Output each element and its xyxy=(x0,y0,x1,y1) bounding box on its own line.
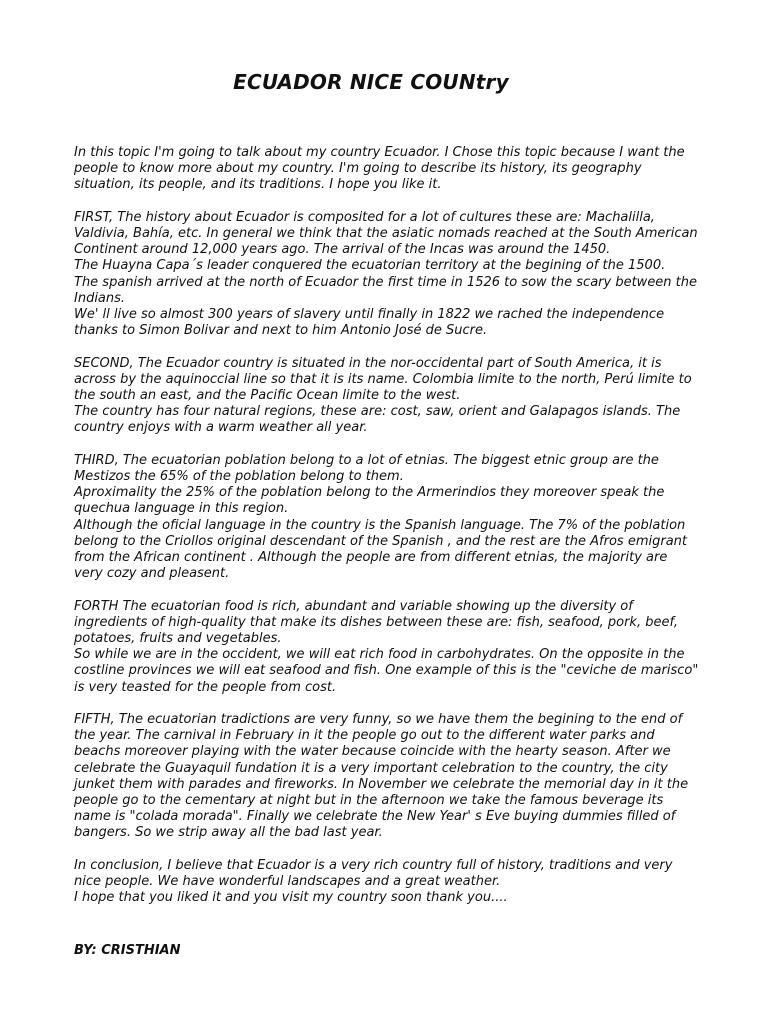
paragraph-line: In this topic I'm going to talk about my country Ecuador. I Chose this topic because I want the people to know more about my country. I'm going to describe its history, its geography situation, its people, and its traditions. I hope you like it. xyxy=(74,145,685,193)
document-body xyxy=(74,145,699,923)
paragraph xyxy=(74,145,699,194)
paragraph xyxy=(74,599,699,696)
author-signature: BY: CRISTHIAN xyxy=(74,943,181,958)
paragraph-line: THIRD, The ecuatorian poblation belong to a lot of etnias. The biggest etnic group are the Mestizos the 65% of the poblation belong to them. xyxy=(74,452,659,485)
paragraph-line: In conclusion, I believe that Ecuador is a very rich country full of history, traditions and very nice people. We have wonderful landscapes and a great weather. xyxy=(74,857,673,890)
paragraph xyxy=(74,712,699,842)
paragraph-line: We' ll live so almost 300 years of slavery until finally in 1822 we rached the independence thanks to Simon Bolivar and next to him Antonio José de Sucre. xyxy=(74,307,665,339)
paragraph xyxy=(74,356,699,437)
paragraph-line: The spanish arrived at the north of Ecuador the first time in 1526 to sow the scary between the Indians. xyxy=(74,274,698,306)
paragraph-line: The country has four natural regions, these are: cost, saw, orient and Galapagos islands. The country enjoys with a warm weather all year. xyxy=(74,404,681,436)
paragraph-line: FIRST, The history about Ecuador is composited for a lot of cultures these are: Machalilla, Valdivia, Bahía, etc. In general we think that the asiatic nomads reached at the South American Continent around 12,000 years ago. The arrival of the Incas was around the 1450. xyxy=(74,209,698,258)
paragraph-line: FORTH The ecuatorian food is rich, abundant and variable showing up the diversity of ingredients of high-quality that make its dishes between these are: fish, seafood, pork, beef, potatoes, fruits and vegetables. xyxy=(74,598,678,647)
paragraph-line: FIFTH, The ecuatorian tradictions are very funny, so we have them the begining to the end of the year. The carnival in February in it the people go out to the different water parks and beachs moreover playing with the water because coincide with the hearty season. After we celebrate the Guayaquil fundation it is a very important celebration to the country, the city junket them with parades and fireworks. In November we celebrate the memorial day in it the people go to the cementary at night but in the afternoon we take the famous beverage its name is "colada morada". Finally we celebrate the New Year' s Eve buying dummies filled of bangers. So we strip away all the bad last year. xyxy=(74,712,689,841)
paragraph xyxy=(74,858,699,907)
paragraph xyxy=(74,453,699,583)
paragraph-line: I hope that you liked it and you visit my country soon thank you.... xyxy=(74,890,508,906)
paragraph-line: Although the oficial language in the country is the Spanish language. The 7% of the poblation belong to the Criollos original descendant of the Spanish , and the rest are the Afros emigrant from the African continent . Although the people are from different etnias, the majority are very cozy and pleasent. xyxy=(74,517,687,582)
paragraph-line: SECOND, The Ecuador country is situated in the nor-occidental part of South America, it is across by the aquinoccial line so that it is its name. Colombia limite to the north, Perú limite to the south an east, and the Pacific Ocean limite to the west. xyxy=(74,355,692,404)
paragraph-line: The Huayna Capa´s leader conquered the ecuatorian territory at the begining of the 1500. xyxy=(74,258,666,274)
paragraph-line: So while we are in the occident, we will eat rich food in carbohydrates. On the opposite in the costline provinces we will eat seafood and fish. One example of this is the "ceviche de marisco" is very teasted for the people from cost. xyxy=(74,647,699,695)
paragraph-line: Aproximality the 25% of the poblation belong to the Armerindios they moreover speak the quechua language in this region. xyxy=(74,485,665,517)
document-title: ECUADOR NICE COUNtry xyxy=(233,70,509,94)
paragraph xyxy=(74,210,699,340)
